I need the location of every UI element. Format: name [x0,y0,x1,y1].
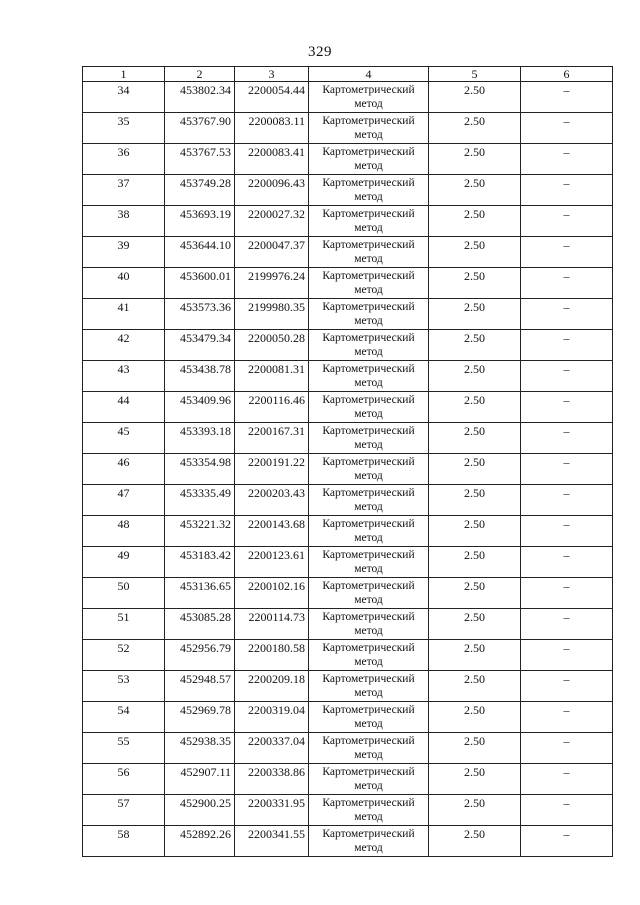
accuracy-cell: 2.50 [429,795,521,826]
coord-x-cell: 452938.35 [165,733,235,764]
note-cell: – [521,175,613,206]
method-line-1: Картометрический [322,797,415,809]
point-number-cell: 35 [83,113,165,144]
point-number-cell: 46 [83,454,165,485]
method-cell [309,113,429,144]
point-number-cell: 48 [83,516,165,547]
note-cell: – [521,361,613,392]
method-line-2: метод [354,749,383,761]
coord-y-cell: 2199976.24 [235,268,309,299]
method-line-1: Картометрический [322,487,415,499]
coord-x-cell: 453393.18 [165,423,235,454]
coord-x-cell: 453573.36 [165,299,235,330]
table-row [83,454,613,485]
method-line-2: метод [354,842,383,854]
header-col-3: 3 [235,67,309,82]
point-number-cell: 57 [83,795,165,826]
header-col-1: 1 [83,67,165,82]
method-line-1: Картометрический [322,673,415,685]
coord-y-cell: 2200116.46 [235,392,309,423]
method-cell [309,578,429,609]
method-line-2: метод [354,656,383,668]
method-cell [309,299,429,330]
method-line-2: метод [354,160,383,172]
accuracy-cell: 2.50 [429,330,521,361]
table-row [83,206,613,237]
coord-x-cell: 453749.28 [165,175,235,206]
accuracy-cell: 2.50 [429,361,521,392]
point-number-cell: 36 [83,144,165,175]
coord-y-cell: 2200081.31 [235,361,309,392]
note-cell: – [521,454,613,485]
coord-x-cell: 453438.78 [165,361,235,392]
coord-x-cell: 453183.42 [165,547,235,578]
accuracy-cell: 2.50 [429,423,521,454]
note-cell: – [521,392,613,423]
table-row [83,268,613,299]
accuracy-cell: 2.50 [429,671,521,702]
note-cell: – [521,113,613,144]
method-line-1: Картометрический [322,580,415,592]
method-cell [309,826,429,857]
coord-y-cell: 2200096.43 [235,175,309,206]
table-row [83,671,613,702]
table-row [83,795,613,826]
coord-x-cell: 453600.01 [165,268,235,299]
point-number-cell: 34 [83,82,165,113]
method-cell [309,516,429,547]
method-line-2: метод [354,532,383,544]
table-row [83,423,613,454]
method-line-1: Картометрический [322,394,415,406]
method-cell [309,702,429,733]
point-number-cell: 58 [83,826,165,857]
note-cell: – [521,671,613,702]
method-cell [309,82,429,113]
method-line-1: Картометрический [322,332,415,344]
method-line-2: метод [354,129,383,141]
coord-y-cell: 2200337.04 [235,733,309,764]
method-line-2: метод [354,625,383,637]
point-number-cell: 41 [83,299,165,330]
method-cell [309,733,429,764]
coord-x-cell: 453085.28 [165,609,235,640]
table-row [83,547,613,578]
note-cell: – [521,237,613,268]
coord-y-cell: 2200209.18 [235,671,309,702]
coord-y-cell: 2200054.44 [235,82,309,113]
method-line-2: метод [354,470,383,482]
table-row [83,578,613,609]
method-line-1: Картометрический [322,146,415,158]
coord-x-cell: 453767.90 [165,113,235,144]
note-cell: – [521,330,613,361]
method-cell [309,175,429,206]
page-number: 329 [308,44,332,60]
method-line-2: метод [354,408,383,420]
method-line-2: метод [354,780,383,792]
note-cell: – [521,733,613,764]
accuracy-cell: 2.50 [429,485,521,516]
note-cell: – [521,299,613,330]
note-cell: – [521,268,613,299]
method-cell [309,795,429,826]
accuracy-cell: 2.50 [429,237,521,268]
table-row [83,609,613,640]
method-line-2: метод [354,253,383,265]
coord-x-cell: 453409.96 [165,392,235,423]
coord-y-cell: 2200050.28 [235,330,309,361]
note-cell: – [521,764,613,795]
coord-x-cell: 453693.19 [165,206,235,237]
table-row [83,640,613,671]
accuracy-cell: 2.50 [429,454,521,485]
method-cell [309,671,429,702]
point-number-cell: 43 [83,361,165,392]
method-line-1: Картометрический [322,704,415,716]
coord-x-cell: 453354.98 [165,454,235,485]
method-line-1: Картометрический [322,363,415,375]
point-number-cell: 42 [83,330,165,361]
note-cell: – [521,206,613,237]
note-cell: – [521,423,613,454]
header-col-6: 6 [521,67,613,82]
point-number-cell: 50 [83,578,165,609]
table-row [83,82,613,113]
coord-x-cell: 453767.53 [165,144,235,175]
method-line-2: метод [354,687,383,699]
coord-y-cell: 2200191.22 [235,454,309,485]
method-cell [309,423,429,454]
header-col-4: 4 [309,67,429,82]
method-line-1: Картометрический [322,270,415,282]
method-cell [309,206,429,237]
point-number-cell: 54 [83,702,165,733]
method-line-1: Картометрический [322,642,415,654]
method-line-1: Картометрический [322,301,415,313]
point-number-cell: 47 [83,485,165,516]
coord-x-cell: 453644.10 [165,237,235,268]
method-line-1: Картометрический [322,239,415,251]
note-cell: – [521,547,613,578]
table-row [83,485,613,516]
coord-x-cell: 453802.34 [165,82,235,113]
point-number-cell: 45 [83,423,165,454]
method-line-1: Картометрический [322,115,415,127]
coord-x-cell: 453221.32 [165,516,235,547]
coord-x-cell: 452900.25 [165,795,235,826]
method-line-1: Картометрический [322,425,415,437]
accuracy-cell: 2.50 [429,175,521,206]
note-cell: – [521,640,613,671]
accuracy-cell: 2.50 [429,826,521,857]
point-number-cell: 44 [83,392,165,423]
coord-y-cell: 2200319.04 [235,702,309,733]
point-number-cell: 40 [83,268,165,299]
method-line-2: метод [354,377,383,389]
coord-y-cell: 2200114.73 [235,609,309,640]
accuracy-cell: 2.50 [429,113,521,144]
method-line-2: метод [354,439,383,451]
table-row [83,113,613,144]
note-cell: – [521,485,613,516]
coord-y-cell: 2200083.11 [235,113,309,144]
point-number-cell: 39 [83,237,165,268]
table-row [83,702,613,733]
method-cell [309,330,429,361]
table-row [83,361,613,392]
coord-y-cell: 2200167.31 [235,423,309,454]
method-line-2: метод [354,315,383,327]
note-cell: – [521,82,613,113]
method-cell [309,392,429,423]
coord-y-cell: 2200047.37 [235,237,309,268]
table-row [83,299,613,330]
method-line-2: метод [354,563,383,575]
method-line-1: Картометрический [322,456,415,468]
table-row [83,330,613,361]
accuracy-cell: 2.50 [429,516,521,547]
method-line-2: метод [354,718,383,730]
method-cell [309,764,429,795]
method-cell [309,609,429,640]
accuracy-cell: 2.50 [429,82,521,113]
method-cell [309,144,429,175]
note-cell: – [521,702,613,733]
note-cell: – [521,578,613,609]
method-line-1: Картометрический [322,766,415,778]
accuracy-cell: 2.50 [429,764,521,795]
accuracy-cell: 2.50 [429,578,521,609]
method-line-1: Картометрический [322,611,415,623]
method-cell [309,361,429,392]
method-cell [309,485,429,516]
table-row [83,764,613,795]
method-line-2: метод [354,811,383,823]
accuracy-cell: 2.50 [429,640,521,671]
table-row [83,392,613,423]
method-line-1: Картометрический [322,828,415,840]
table-row [83,516,613,547]
coord-y-cell: 2200180.58 [235,640,309,671]
coordinates-table [82,66,613,857]
table-row [83,237,613,268]
accuracy-cell: 2.50 [429,392,521,423]
method-line-2: метод [354,222,383,234]
coord-x-cell: 453335.49 [165,485,235,516]
point-number-cell: 37 [83,175,165,206]
accuracy-cell: 2.50 [429,299,521,330]
point-number-cell: 56 [83,764,165,795]
point-number-cell: 38 [83,206,165,237]
point-number-cell: 51 [83,609,165,640]
coord-y-cell: 2200331.95 [235,795,309,826]
coord-x-cell: 452892.26 [165,826,235,857]
method-line-1: Картометрический [322,84,415,96]
method-line-2: метод [354,501,383,513]
header-col-5: 5 [429,67,521,82]
point-number-cell: 52 [83,640,165,671]
table-row [83,826,613,857]
coord-y-cell: 2200123.61 [235,547,309,578]
method-line-1: Картометрический [322,735,415,747]
coord-x-cell: 453479.34 [165,330,235,361]
coord-y-cell: 2200341.55 [235,826,309,857]
coord-x-cell: 452956.79 [165,640,235,671]
accuracy-cell: 2.50 [429,733,521,764]
method-cell [309,640,429,671]
coord-x-cell: 452969.78 [165,702,235,733]
note-cell: – [521,516,613,547]
method-cell [309,268,429,299]
coord-y-cell: 2200338.86 [235,764,309,795]
method-cell [309,237,429,268]
note-cell: – [521,144,613,175]
point-number-cell: 55 [83,733,165,764]
accuracy-cell: 2.50 [429,609,521,640]
accuracy-cell: 2.50 [429,144,521,175]
method-line-1: Картометрический [322,518,415,530]
method-line-2: метод [354,98,383,110]
method-cell [309,547,429,578]
coord-x-cell: 452948.57 [165,671,235,702]
coord-y-cell: 2200203.43 [235,485,309,516]
coord-y-cell: 2200143.68 [235,516,309,547]
accuracy-cell: 2.50 [429,268,521,299]
coord-x-cell: 453136.65 [165,578,235,609]
coord-y-cell: 2199980.35 [235,299,309,330]
table-row [83,733,613,764]
accuracy-cell: 2.50 [429,547,521,578]
point-number-cell: 53 [83,671,165,702]
accuracy-cell: 2.50 [429,702,521,733]
method-line-1: Картометрический [322,549,415,561]
header-col-2: 2 [165,67,235,82]
accuracy-cell: 2.50 [429,206,521,237]
table-row [83,144,613,175]
header-row [83,67,613,82]
note-cell: – [521,795,613,826]
method-line-2: метод [354,284,383,296]
coord-y-cell: 2200027.32 [235,206,309,237]
coord-y-cell: 2200102.16 [235,578,309,609]
table-body [83,82,613,857]
note-cell: – [521,826,613,857]
method-line-2: метод [354,346,383,358]
table-row [83,175,613,206]
point-number-cell: 49 [83,547,165,578]
method-line-1: Картометрический [322,208,415,220]
method-cell [309,454,429,485]
note-cell: – [521,609,613,640]
method-line-2: метод [354,191,383,203]
coord-x-cell: 452907.11 [165,764,235,795]
method-line-2: метод [354,594,383,606]
table-header [83,67,613,82]
coord-y-cell: 2200083.41 [235,144,309,175]
method-line-1: Картометрический [322,177,415,189]
